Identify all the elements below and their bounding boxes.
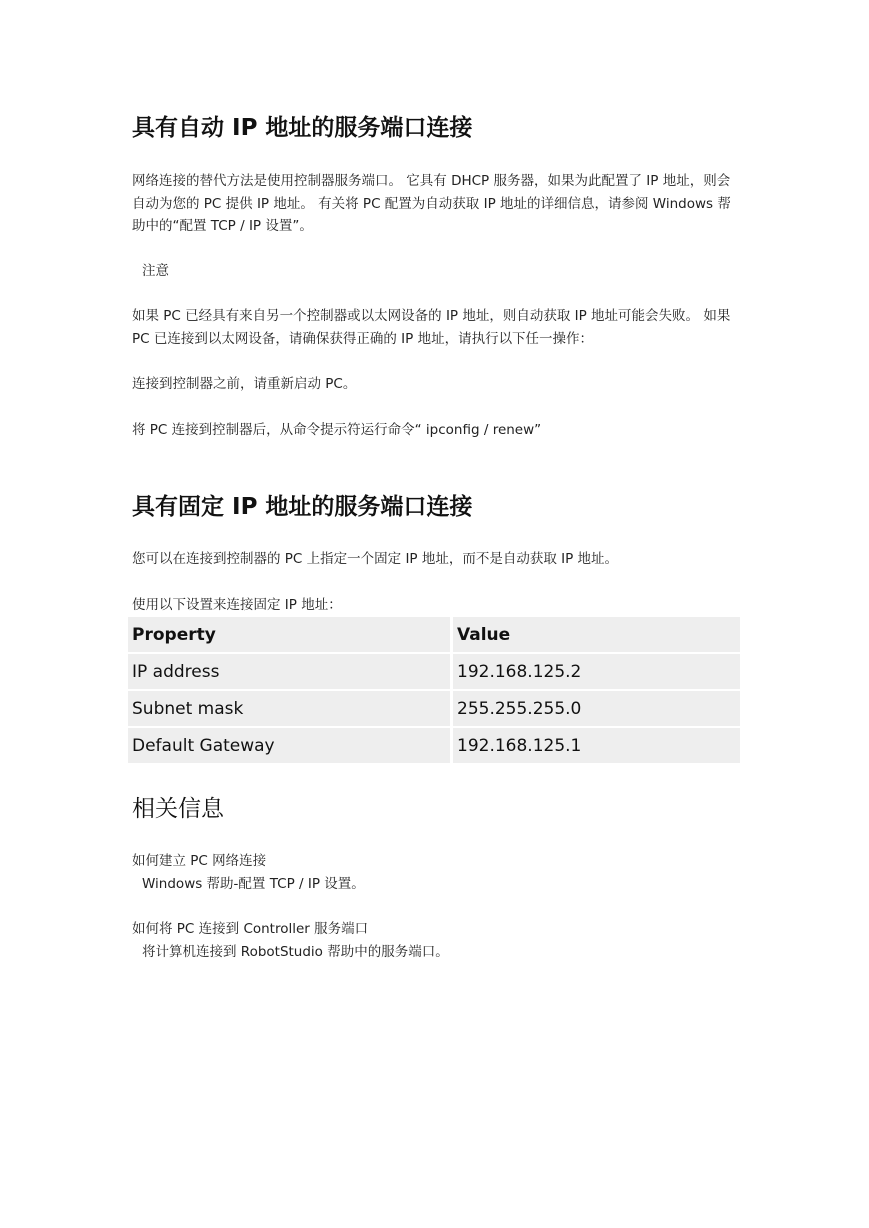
section-heading-fixed-ip: 具有固定 IP 地址的服务端口连接 xyxy=(132,494,473,520)
related-item-title: 如何建立 PC 网络连接 xyxy=(132,853,267,869)
note-label: 注意 xyxy=(142,263,169,279)
related-item-ref[interactable]: 将计算机连接到 RobotStudio 帮助中的服务端口。 xyxy=(142,944,449,960)
note-paragraph: 如果 PC 已经具有来自另一个控制器或以太网设备的 IP 地址，则自动获取 IP 地址可能会失败。 如果 PC 已连接到以太网设备，请确保获得正确的 IP 地址，请执行以下任一操作： xyxy=(132,308,731,347)
ip-settings-table xyxy=(128,617,740,765)
related-item-title: 如何将 PC 连接到 Controller 服务端口 xyxy=(132,921,369,937)
row-property: Subnet mask xyxy=(128,691,453,728)
action-restart-pc: 连接到控制器之前，请重新启动 PC。 xyxy=(132,376,357,392)
row-value: 192.168.125.1 xyxy=(453,728,740,765)
row-property: Default Gateway xyxy=(128,728,453,765)
table-row xyxy=(128,654,740,691)
action-ipconfig-renew: 将 PC 连接到控制器后，从命令提示符运行命令“ ipconfig / renew” xyxy=(132,422,542,438)
table-caption: 使用以下设置来连接固定 IP 地址： xyxy=(132,597,342,613)
header-value: Value xyxy=(453,617,740,654)
related-item-ref[interactable]: Windows 帮助-配置 TCP / IP 设置。 xyxy=(142,876,365,892)
row-value: 192.168.125.2 xyxy=(453,654,740,691)
table-header-row xyxy=(128,617,740,654)
table-row xyxy=(128,691,740,728)
section-heading-related-info: 相关信息 xyxy=(132,796,224,822)
fixed-ip-intro-paragraph: 您可以在连接到控制器的 PC 上指定一个固定 IP 地址，而不是自动获取 IP 地址。 xyxy=(132,551,619,567)
section-heading-auto-ip: 具有自动 IP 地址的服务端口连接 xyxy=(132,115,473,141)
row-property: IP address xyxy=(128,654,453,691)
table-row xyxy=(128,728,740,765)
row-value: 255.255.255.0 xyxy=(453,691,740,728)
header-property: Property xyxy=(128,617,453,654)
auto-ip-intro-paragraph: 网络连接的替代方法是使用控制器服务端口。 它具有 DHCP 服务器，如果为此配置了 IP 地址，则会自动为您的 PC 提供 IP 地址。 有关将 PC 配置为自动获取 IP 地址的详细信息，请参阅 Windows 帮助中的“配置 TCP / IP 设置”。 xyxy=(132,173,731,234)
